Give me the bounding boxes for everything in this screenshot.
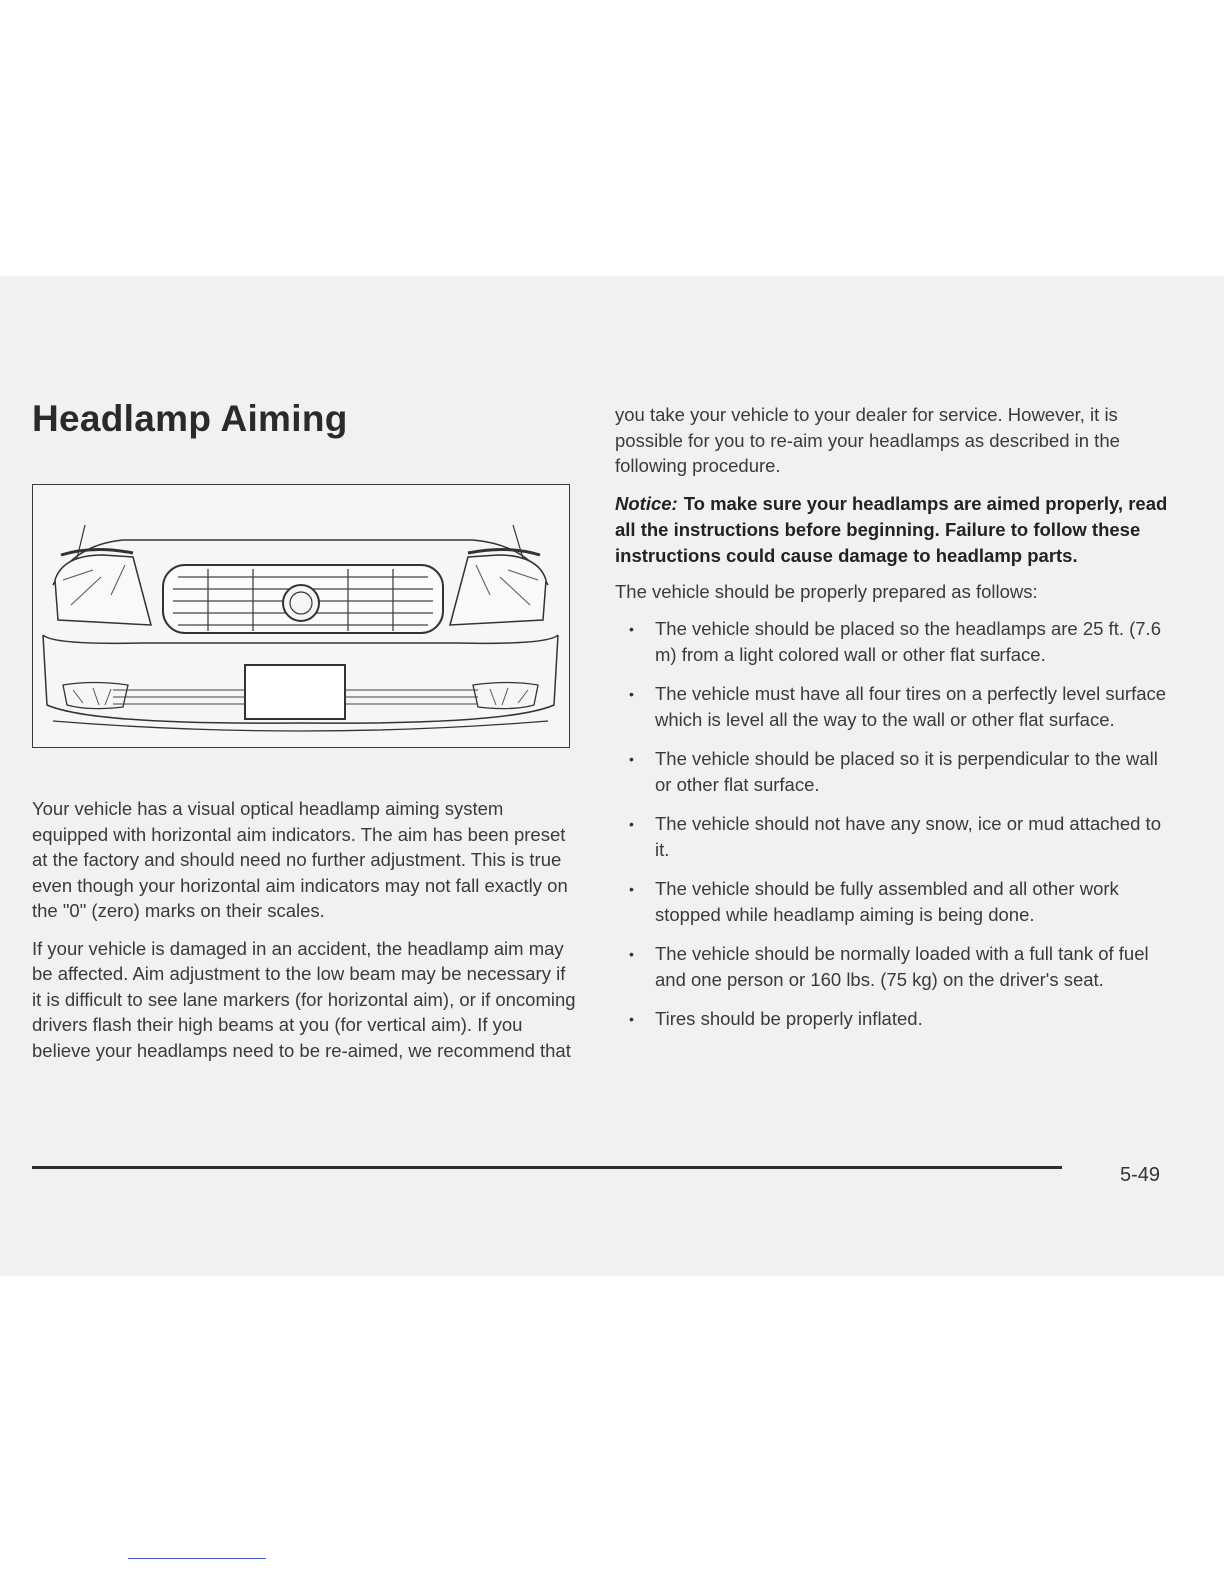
list-item-text: Tires should be properly inflated. bbox=[655, 1008, 923, 1029]
list-item-text: The vehicle must have all four tires on a perfectly level surface which is level all the way to the wall or other flat surface. bbox=[655, 683, 1167, 730]
footer-rule bbox=[32, 1166, 1062, 1169]
right-column-text bbox=[615, 402, 1170, 1045]
list-item-text: The vehicle should be fully assembled and all other work stopped while headlamp aiming is being done. bbox=[655, 878, 1119, 925]
prep-list bbox=[615, 616, 1170, 1032]
list-item-text: The vehicle should be placed so the headlamps are 25 ft. (7.6 m) from a light colored wall or other flat surface. bbox=[655, 618, 1161, 665]
left-column-header bbox=[32, 398, 577, 440]
bullet-icon: • bbox=[629, 751, 634, 767]
notice-text: To make sure your headlamps are aimed properly, read all the instructions before beginning. Failure to follow these instructions could cause damage to headlamp parts. bbox=[615, 492, 1168, 566]
list-item bbox=[615, 681, 1170, 733]
list-item bbox=[615, 876, 1170, 928]
list-item bbox=[615, 1006, 1170, 1032]
bullet-icon: • bbox=[629, 621, 634, 637]
list-item-text: The vehicle should not have any snow, ice or mud attached to it. bbox=[655, 813, 1161, 860]
list-item bbox=[615, 941, 1170, 993]
list-item bbox=[615, 746, 1170, 798]
page-number: 5-49 bbox=[1120, 1164, 1161, 1186]
list-item-text: The vehicle should be normally loaded with a full tank of fuel and one person or 160 lbs. (75 kg) on the driver's seat. bbox=[655, 943, 1149, 990]
paragraph-prep-intro: The vehicle should be properly prepared as follows: bbox=[615, 580, 1038, 602]
bullet-icon: • bbox=[629, 946, 634, 962]
bullet-icon: • bbox=[629, 1011, 634, 1027]
bullet-icon: • bbox=[629, 816, 634, 832]
bottom-link-underline[interactable] bbox=[128, 1558, 266, 1559]
page-title: Headlamp Aiming bbox=[32, 398, 348, 439]
list-item bbox=[615, 616, 1170, 668]
paragraph-dealer-service: you take your vehicle to your dealer for service. However, it is possible for you to re-aim your headlamps as described in the following procedure. bbox=[615, 404, 1120, 476]
notice-block bbox=[615, 491, 1170, 569]
left-column-text bbox=[32, 796, 577, 1075]
paragraph-accident-damage: If your vehicle is damaged in an accident, the headlamp aim may be affected. Aim adjustment to the low beam may be necessary if it is difficult to see lane markers (for horizontal aim), or if oncoming drivers flash their high beams at you (for vertical aim). If you believe your headlamps need to be re-aimed, we recommend that bbox=[32, 937, 576, 1061]
list-item-text: The vehicle should be placed so it is perpendicular to the wall or other flat surface. bbox=[655, 748, 1158, 795]
paragraph-aiming-system: Your vehicle has a visual optical headlamp aiming system equipped with horizontal aim indicators. The aim has been preset at the factory and should need no further adjustment. This is true even though your horizontal aim indicators may not fall exactly on the "0" (zero) marks on their scales. bbox=[32, 798, 568, 921]
car-front-headlamps-icon bbox=[33, 485, 568, 746]
car-front-illustration bbox=[32, 484, 570, 748]
bullet-icon: • bbox=[629, 881, 634, 897]
bullet-icon: • bbox=[629, 686, 634, 702]
list-item bbox=[615, 811, 1170, 863]
notice-label: Notice: bbox=[615, 492, 678, 514]
